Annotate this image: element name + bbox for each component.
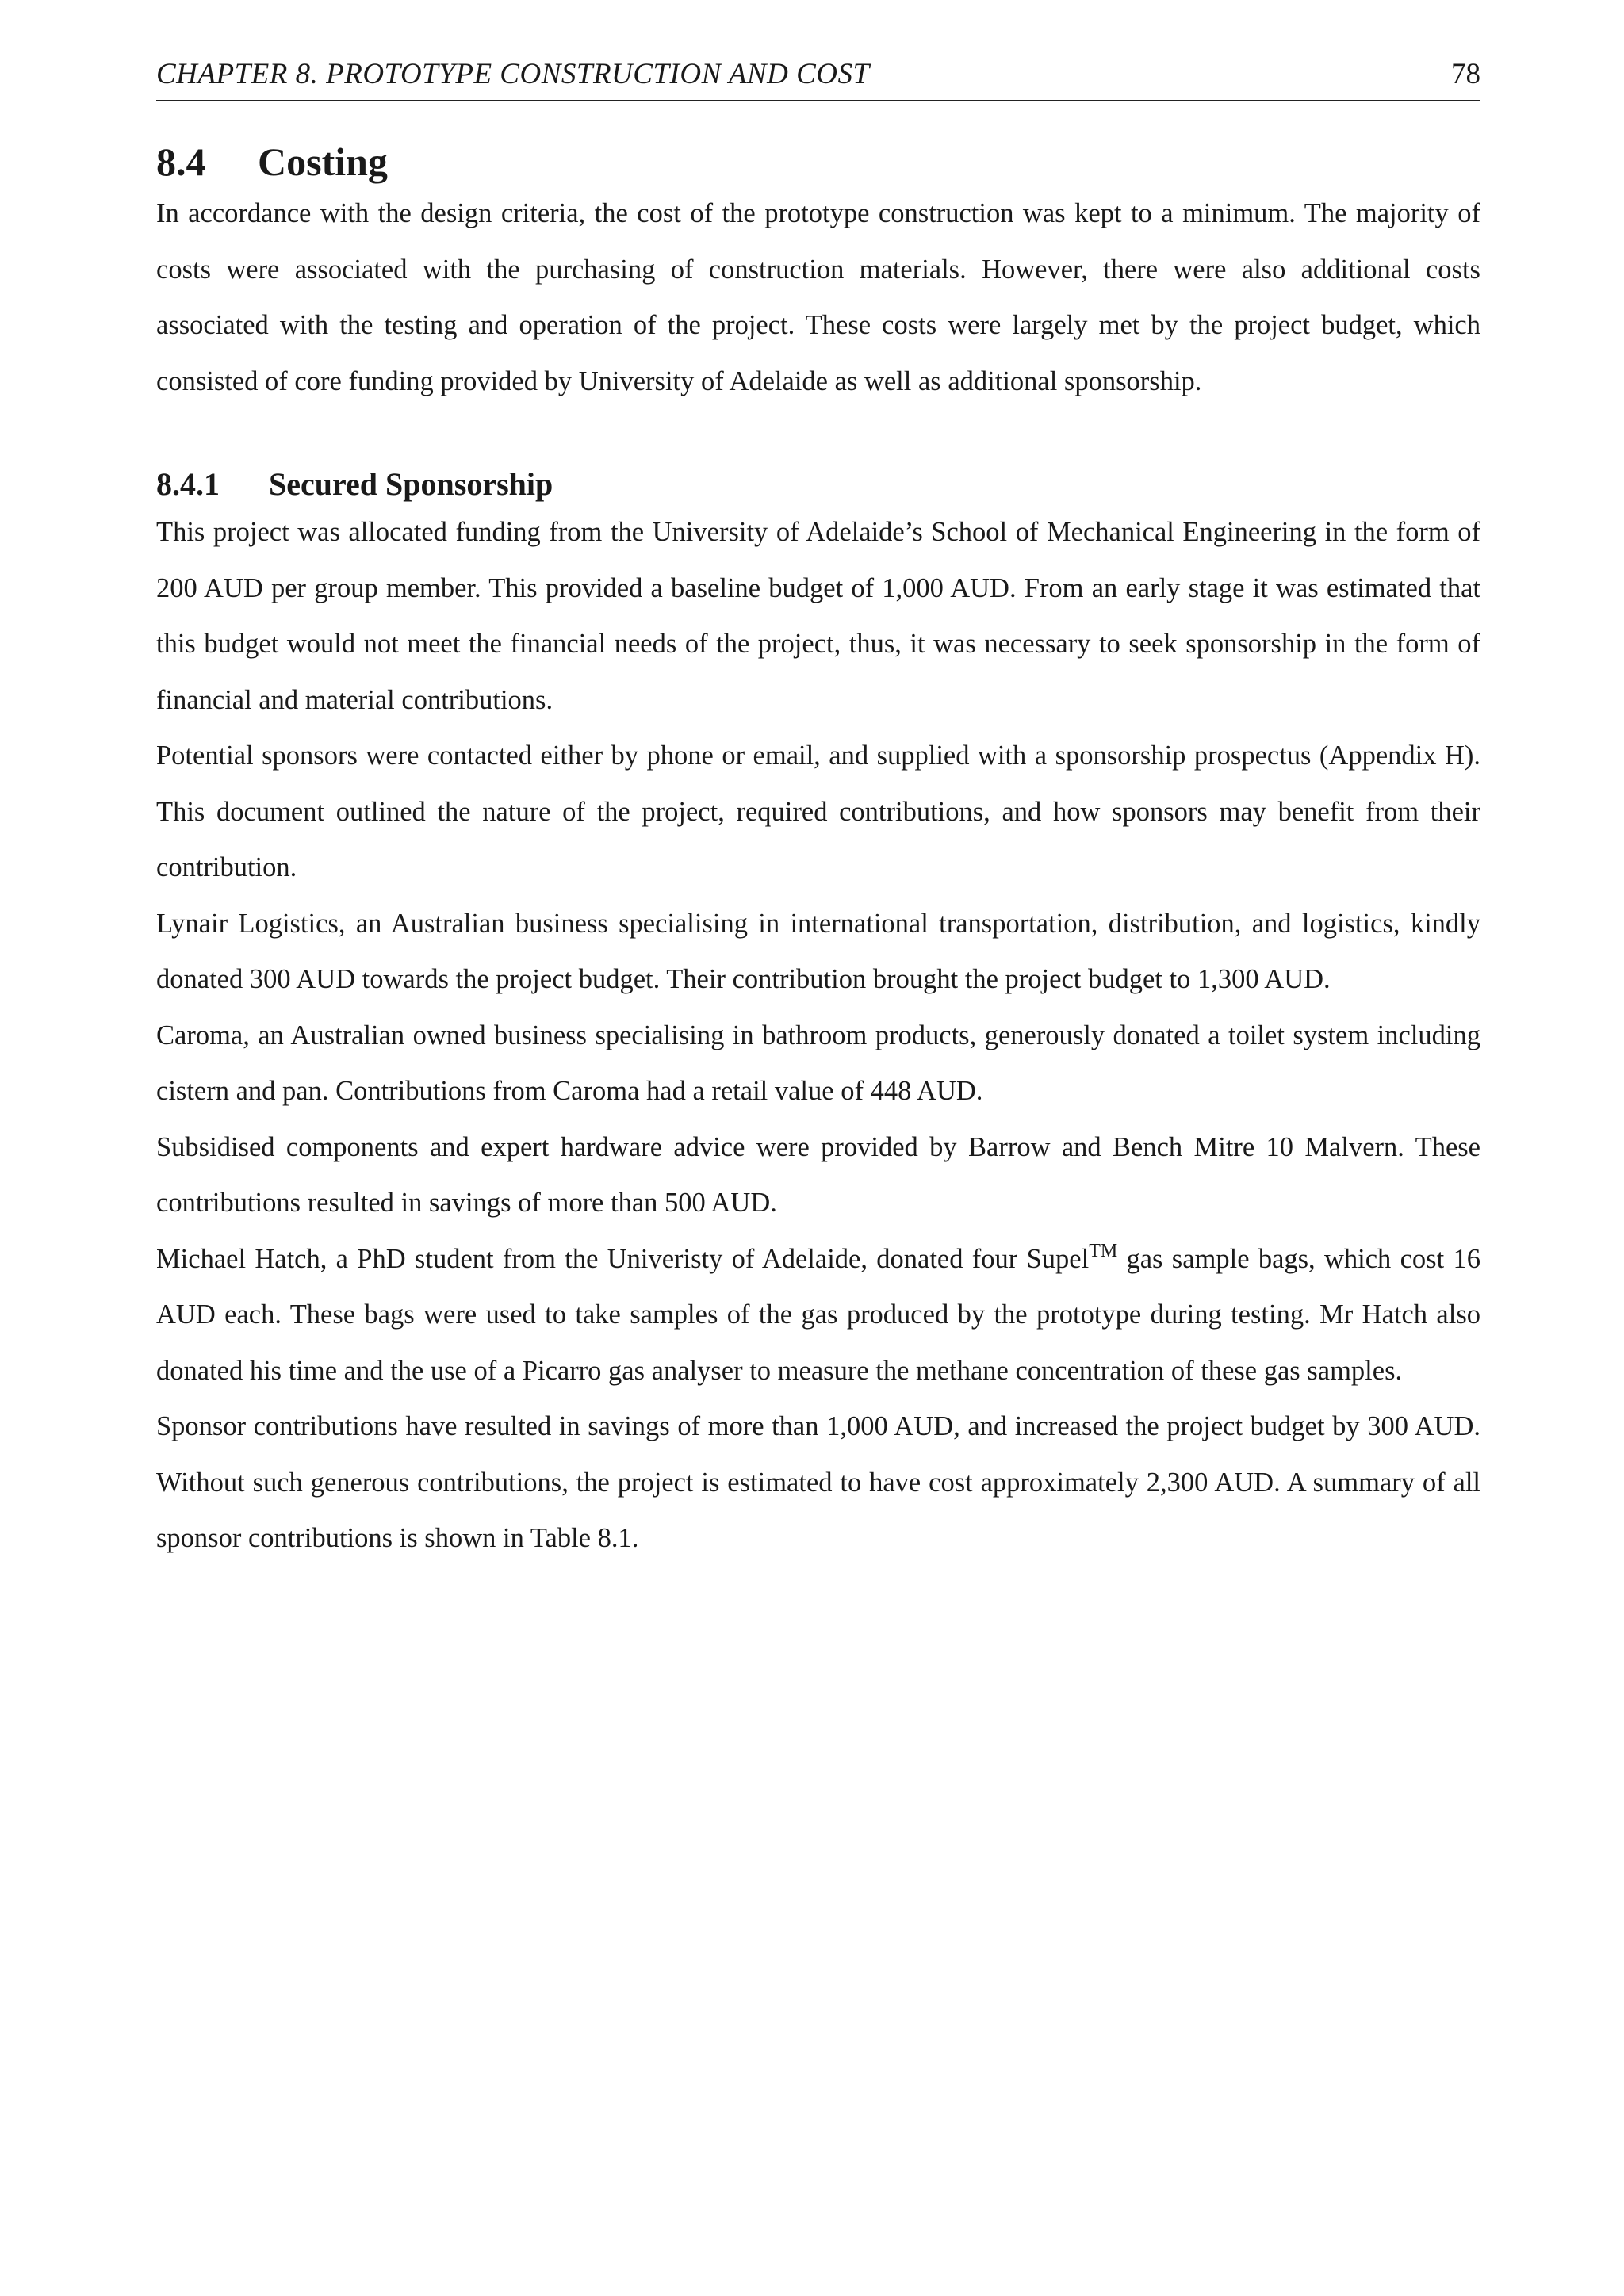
- page-number: 78: [1451, 58, 1480, 90]
- paragraph-summary: Sponsor contributions have resulted in savings of more than 1,000 AUD, and increased the project budget by 300 AUD. Without such generous contributions, the project is estimated to have cost approximately 2,300 AUD. A summary of all sponsor contributions is shown in Table 8.1.: [156, 1411, 1480, 1553]
- section-number: 8.4: [156, 140, 206, 184]
- section-title: Costing: [258, 140, 388, 184]
- hatch-text-before: Michael Hatch, a PhD student from the Univeristy of Adelaide, donated four Supel: [156, 1243, 1090, 1274]
- paragraph-lynair: Lynair Logistics, an Australian business specialising in international transportation, distribution, and logistics, kindly donated 300 AUD towards the project budget. Their contribution brought the project budget to 1,300 AUD.: [156, 908, 1480, 994]
- running-header: [156, 57, 1480, 101]
- paragraph-hatch: [156, 1231, 1480, 1399]
- paragraph-mitre10: Subsidised components and expert hardware advice were provided by Barrow and Bench Mitre 10 Malvern. These contributions resulted in savings of more than 500 AUD.: [156, 1131, 1480, 1218]
- chapter-title: CHAPTER 8. PROTOTYPE CONSTRUCTION AND COST: [156, 58, 870, 90]
- subsection-title: Secured Sponsorship: [269, 466, 553, 502]
- subsection-number: 8.4.1: [156, 466, 220, 502]
- page: [156, 57, 1480, 1567]
- section-heading: [156, 138, 1480, 186]
- hatch-text-after: gas sample bags, which cost 16 AUD each. These bags were used to take samples of the gas produced by the prototype during testing. Mr Hatch also donated his time and the use of a Picarro gas analyser to measure the methane concentration of these gas samples.: [156, 1243, 1480, 1386]
- paragraph-caroma: Caroma, an Australian owned business specialising in bathroom products, generously donated a toilet system including cistern and pan. Contributions from Caroma had a retail value of 448 AUD.: [156, 1020, 1480, 1106]
- trademark-superscript: TM: [1089, 1240, 1118, 1261]
- section-intro-paragraph: In accordance with the design criteria, the cost of the prototype construction was kept to a minimum. The majority of costs were associated with the purchasing of construction materials. However, there were also additional costs associated with the testing and operation of the project. These costs were largely met by the project budget, which consisted of core funding provided by University of Adelaide as well as additional sponsorship.: [156, 198, 1480, 396]
- subsection-heading: [156, 465, 1480, 504]
- paragraph-prospectus: Potential sponsors were contacted either by phone or email, and supplied with a sponsorship prospectus (Appendix H). This document outlined the nature of the project, required contributions, and how sponsors may benefit from their contribution.: [156, 740, 1480, 882]
- paragraph-funding: This project was allocated funding from the University of Adelaide’s School of Mechanical Engineering in the form of 200 AUD per group member. This provided a baseline budget of 1,000 AUD. From an early stage it was estimated that this budget would not meet the financial needs of the project, thus, it was necessary to seek sponsorship in the form of financial and material contributions.: [156, 517, 1480, 715]
